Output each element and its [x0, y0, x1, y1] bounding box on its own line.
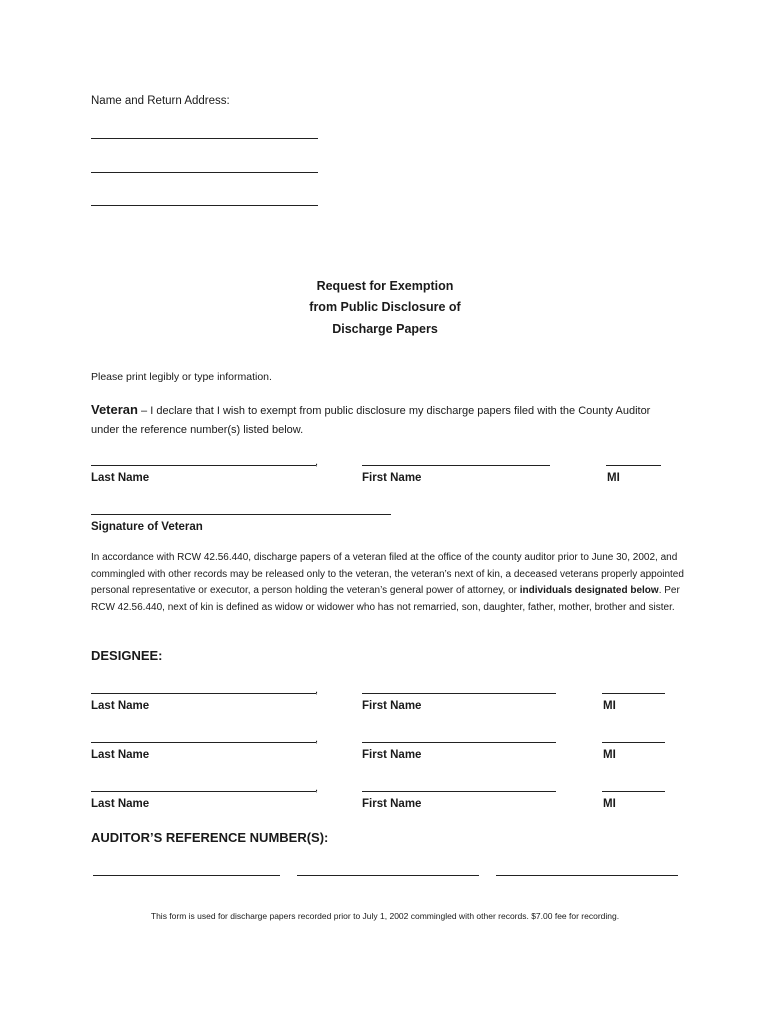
designee-2-mi-field[interactable] — [602, 742, 665, 743]
veteran-last-name-field[interactable] — [91, 465, 316, 466]
auditor-reference-field-2[interactable] — [297, 875, 479, 876]
designee-2-first-name-field[interactable] — [362, 742, 556, 743]
address-line-1[interactable] — [91, 138, 318, 139]
legal-text-part-2: . Per RCW 42.56.440, next of kin is defined as widow or widower who has not remarried, son, daughter, father, mother, brother and sister. — [91, 585, 680, 613]
veteran-mi-label: MI — [607, 472, 620, 484]
designee-3-mi-label: MI — [603, 798, 616, 810]
designee-2-last-name-label: Last Name — [91, 749, 150, 761]
designee-1-mi-label: MI — [603, 700, 616, 712]
name-return-address-label: Name and Return Address: — [91, 95, 230, 107]
designee-2-mi-label: MI — [603, 749, 616, 761]
veteran-first-name-label: First Name — [362, 472, 422, 484]
comma-separator: , — [315, 782, 319, 794]
address-line-3[interactable] — [91, 205, 318, 206]
designee-heading: DESIGNEE: — [91, 648, 163, 663]
designee-3-mi-field[interactable] — [602, 791, 665, 792]
designee-1-mi-field[interactable] — [602, 693, 665, 694]
veteran-first-name-field[interactable] — [362, 465, 550, 466]
auditor-reference-heading: AUDITOR’S REFERENCE NUMBER(S): — [91, 830, 329, 845]
legal-text-bold: individuals designated below — [519, 585, 659, 596]
form-title-line-1: Request for Exemption — [316, 279, 454, 293]
legal-paragraph — [91, 550, 691, 616]
form-title-line-3: Discharge Papers — [332, 322, 438, 336]
footer-note: This form is used for discharge papers recorded prior to July 1, 2002 commingled with other records. $7.00 fee for recording. — [150, 911, 620, 921]
veteran-declaration-text: I declare that I wish to exempt from public disclosure my discharge papers filed with the County Auditor under the reference number(s) listed below. — [91, 405, 651, 436]
veteran-label: Veteran — [91, 402, 138, 417]
veteran-signature-field[interactable] — [91, 514, 391, 515]
comma-separator: , — [315, 684, 319, 696]
designee-3-last-name-field[interactable] — [91, 791, 316, 792]
veteran-last-name-label: Last Name — [91, 472, 150, 484]
designee-2-last-name-field[interactable] — [91, 742, 316, 743]
comma-separator: , — [315, 456, 319, 468]
auditor-reference-field-3[interactable] — [496, 875, 678, 876]
auditor-reference-field-1[interactable] — [93, 875, 280, 876]
signature-of-veteran-label: Signature of Veteran — [91, 521, 203, 533]
designee-1-first-name-label: First Name — [362, 700, 422, 712]
designee-1-first-name-field[interactable] — [362, 693, 556, 694]
designee-3-first-name-field[interactable] — [362, 791, 556, 792]
designee-3-last-name-label: Last Name — [91, 798, 150, 810]
designee-3-first-name-label: First Name — [362, 798, 422, 810]
address-line-2[interactable] — [91, 172, 318, 173]
legal-text-part-1: In accordance with RCW 42.56.440, discharge papers of a veteran filed at the office of the county auditor prior to June 30, 2002, and commingled with other records may be released only to the veteran, the veteran’s next of kin, a deceased veterans properly appointed personal representative or executor, a person holding the veteran’s general power of attorney, or — [91, 552, 684, 596]
comma-separator: , — [315, 733, 319, 745]
designee-2-first-name-label: First Name — [362, 749, 422, 761]
veteran-mi-field[interactable] — [606, 465, 661, 466]
designee-1-last-name-field[interactable] — [91, 693, 316, 694]
veteran-declaration — [91, 400, 671, 440]
veteran-dash: – — [137, 405, 151, 417]
form-title-line-2: from Public Disclosure of — [309, 300, 461, 314]
instructions-text: Please print legibly or type information. — [91, 371, 272, 383]
designee-1-last-name-label: Last Name — [91, 700, 150, 712]
